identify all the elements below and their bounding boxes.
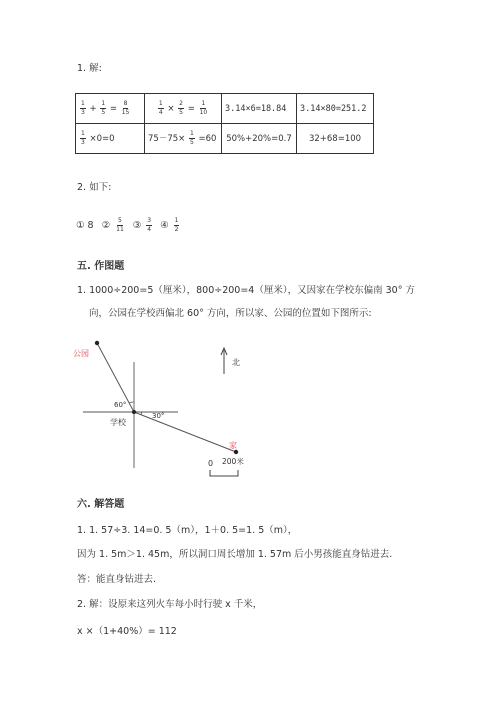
- fraction: $\frac{2}{5}$: [179, 100, 183, 116]
- paragraph-line: 2. 解：设原来这列火车每小时行驶 x 千米，: [77, 599, 263, 610]
- answer-4-marker: ④: [160, 219, 169, 231]
- answer-1: ① 8: [76, 219, 94, 231]
- home-line: [134, 412, 236, 452]
- fraction: $\frac{1}{2}$: [174, 217, 179, 233]
- fraction: $\frac{1}{4}$: [158, 100, 163, 116]
- angle-60-arc: [129, 402, 134, 403]
- table-cell: $\frac{1}{3}$ ×0=0: [76, 124, 145, 154]
- fraction: $\frac{1}{5}$: [101, 100, 106, 116]
- paragraph-line: x ×（1+40%）= 112: [77, 626, 177, 637]
- park-point: [95, 341, 99, 345]
- north-label: 北: [232, 358, 240, 367]
- paragraph-line: 因为 1. 5m＞1. 45m，所以洞口周长增加 1. 57m 后小男孩能直身钻进去.: [77, 549, 393, 560]
- section-title: 六. 解答题: [77, 499, 125, 510]
- fraction: $\frac{3}{4}$: [147, 217, 152, 233]
- table-cell: 32+68=100: [297, 124, 374, 154]
- section-title: 五. 作图题: [77, 261, 125, 272]
- scale-distance-label: 200米: [222, 457, 244, 466]
- home-point: [234, 450, 238, 454]
- fraction: $\frac{1}{10}$: [199, 100, 208, 116]
- angle-60-label: 60°: [114, 401, 127, 409]
- park-label: 公园: [73, 349, 89, 358]
- table-cell: 3.14×80=251.2: [297, 94, 374, 124]
- home-label: 家: [229, 441, 237, 450]
- table-cell: 75－75× $\frac{1}{5}$ =60: [145, 124, 222, 154]
- table-cell: $\frac{1}{3}$ + $\frac{1}{5}$ = $\frac{8}{15}$: [76, 94, 145, 124]
- paragraph-line: 答：能直身钻进去.: [77, 574, 157, 585]
- scale-zero-label: 0: [208, 459, 214, 468]
- paragraph-line: 1. 1. 57÷3. 14=0. 5（m），1＋0. 5=1. 5（m），: [77, 525, 298, 536]
- fraction: $\frac{1}{5}$: [189, 130, 194, 146]
- table-cell: $\frac{1}{4}$ × $\frac{2}{5}$ = $\frac{1}{10}$: [145, 94, 222, 124]
- paragraph-line: 1. 1000÷200=5（厘米），800÷200=4（厘米），又因家在学校东偏南 30° 方: [77, 285, 415, 296]
- q2-label: 2. 如下:: [77, 182, 112, 193]
- school-label: 学校: [110, 418, 126, 427]
- table-cell: 3.14×6=18.84: [222, 94, 297, 124]
- paragraph-line: 向，公园在学校西偏北 60° 方向，所以家、公园的位置如下图所示:: [89, 308, 372, 319]
- answer-3-marker: ③: [132, 219, 142, 231]
- school-point: [132, 410, 136, 414]
- fraction: $\frac{5}{11}$: [116, 217, 124, 233]
- table-cell: 50%+20%=0.7: [222, 124, 297, 154]
- scale-bar: [210, 470, 238, 476]
- fraction: $\frac{1}{3}$: [81, 100, 85, 116]
- fraction: $\frac{8}{15}$: [121, 100, 130, 116]
- angle-30-label: 30°: [152, 412, 165, 420]
- answer-2-marker: ②: [101, 219, 111, 231]
- q1-label: 1. 解:: [77, 63, 102, 74]
- fraction: $\frac{1}{3}$: [81, 130, 85, 146]
